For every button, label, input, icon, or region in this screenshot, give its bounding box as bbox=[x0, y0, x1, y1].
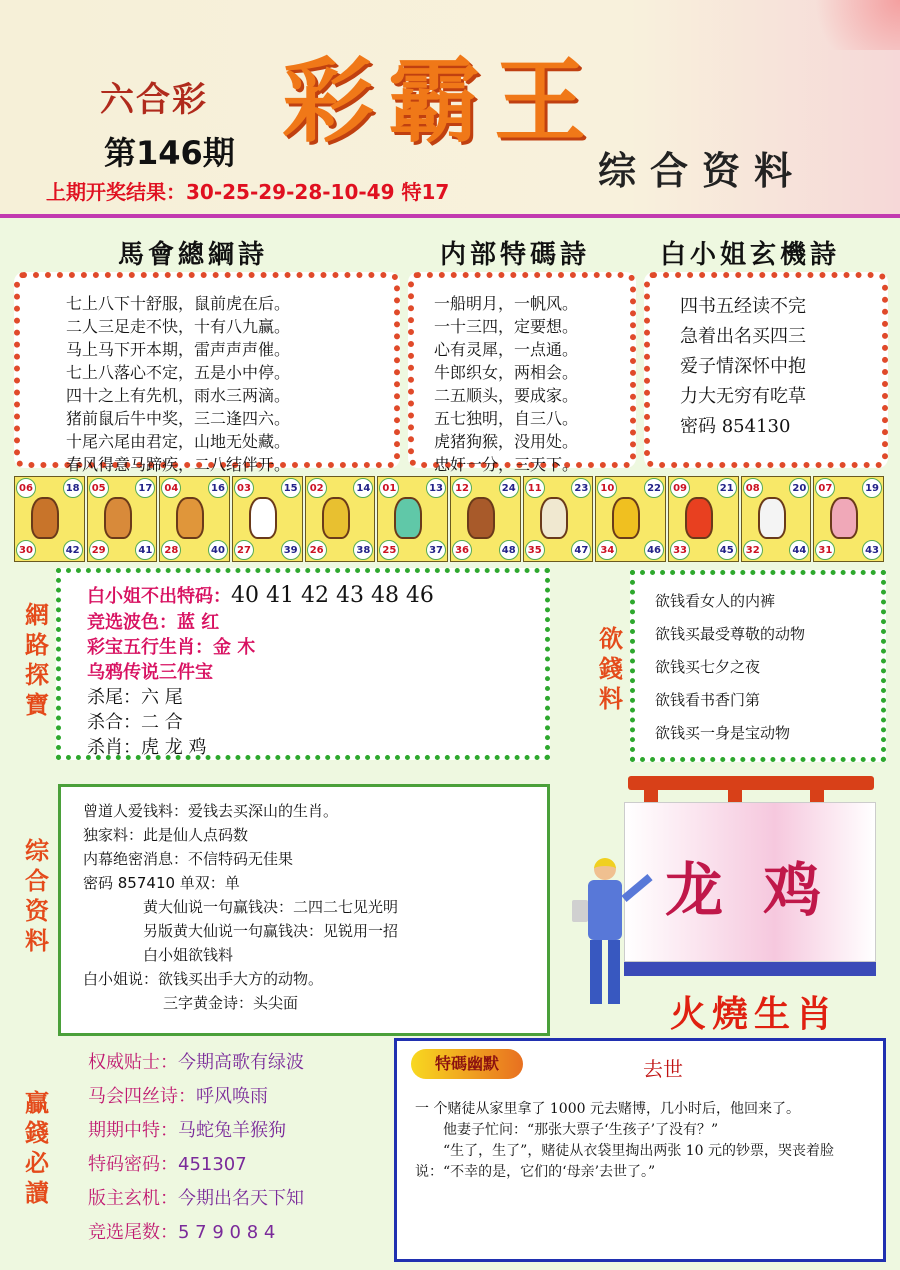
poem2-line: 牛郎织女，两相会。 bbox=[434, 363, 579, 382]
winner-line bbox=[88, 1114, 388, 1148]
zodiac-number: 02 bbox=[307, 478, 327, 498]
zodiac-animal-icon bbox=[176, 497, 204, 539]
comprehensive-line: 黄大仙说一句赢钱决：二四二七见光明 bbox=[143, 898, 399, 916]
zodiac-number: 13 bbox=[426, 478, 446, 498]
zodiac-animal-icon bbox=[249, 497, 277, 539]
zodiac-number: 06 bbox=[16, 478, 36, 498]
poem3-line: 四书五经读不完 bbox=[680, 296, 806, 317]
winner-value: 今期高歌有绿波 bbox=[178, 1052, 304, 1073]
winner-line bbox=[88, 1182, 388, 1216]
money-side-label: 欲錢料 bbox=[599, 624, 623, 713]
zodiac-number: 44 bbox=[789, 540, 809, 560]
winner-key: 期期中特： bbox=[88, 1120, 178, 1141]
zodiac-animal-icon bbox=[540, 497, 568, 539]
zodiac-cell bbox=[741, 476, 812, 562]
zodiac-number: 12 bbox=[452, 478, 472, 498]
winner-value: 呼风唤雨 bbox=[196, 1086, 268, 1107]
winner-key: 特码密码： bbox=[88, 1154, 178, 1175]
poem3-line: 爱子情深怀中抱 bbox=[680, 356, 806, 377]
money-item: 欲钱买一身是宝动物 bbox=[655, 724, 791, 742]
zodiac-animal-icon bbox=[104, 497, 132, 539]
header-divider bbox=[0, 214, 900, 218]
zodiac-cell bbox=[813, 476, 884, 562]
zodiac-number: 36 bbox=[452, 540, 472, 560]
zodiac-number: 18 bbox=[63, 478, 83, 498]
zodiac-number: 28 bbox=[161, 540, 181, 560]
poem1-line: 七上八落心不定，五是小中停。 bbox=[66, 363, 291, 382]
zodiac-cell bbox=[450, 476, 521, 562]
zodiac-number: 29 bbox=[89, 540, 109, 560]
zodiac-number: 31 bbox=[815, 540, 835, 560]
billboard-base bbox=[624, 962, 876, 976]
zodiac-number: 23 bbox=[571, 478, 591, 498]
winner-list bbox=[88, 1046, 388, 1250]
zodiac-number: 47 bbox=[571, 540, 591, 560]
poem2-line: 忠奸一分，三天下。 bbox=[434, 455, 579, 474]
zodiac-number: 40 bbox=[208, 540, 228, 560]
zodiac-cell bbox=[305, 476, 376, 562]
zodiac-number: 22 bbox=[644, 478, 664, 498]
zodiac-animal-icon bbox=[467, 497, 495, 539]
poem1-line: 七上八下十舒服，鼠前虎在后。 bbox=[66, 294, 291, 313]
money-item: 欲钱看女人的内裤 bbox=[655, 592, 776, 610]
zodiac-number: 24 bbox=[499, 478, 519, 498]
last-result: 上期开奖结果：30-25-29-28-10-49 特17 bbox=[46, 180, 450, 204]
zodiac-number: 07 bbox=[815, 478, 835, 498]
zodiac-animal-icon bbox=[394, 497, 422, 539]
zodiac-number: 42 bbox=[63, 540, 83, 560]
zodiac-cell bbox=[14, 476, 85, 562]
kill-tail: 杀尾：六 尾 bbox=[87, 687, 183, 708]
poem1-line: 马上马下开本期，雷声声声催。 bbox=[66, 340, 291, 359]
zodiac-number: 45 bbox=[717, 540, 737, 560]
zodiac-number: 27 bbox=[234, 540, 254, 560]
money-item: 欲钱买七夕之夜 bbox=[655, 658, 761, 676]
poem3-line: 力大无穷有吃草 bbox=[680, 386, 806, 407]
crow-legend: 乌鸦传说三件宝 bbox=[87, 662, 213, 683]
winner-line bbox=[88, 1148, 388, 1182]
comprehensive-line: 独家料：此是仙人点码数 bbox=[83, 826, 249, 844]
brand-subtitle: 六合彩 bbox=[100, 80, 208, 120]
zodiac-animal-icon bbox=[830, 497, 858, 539]
winner-value: 今期出名天下知 bbox=[178, 1188, 304, 1209]
winner-value: 马蛇兔羊猴狗 bbox=[178, 1120, 286, 1141]
joke-title: 去世 bbox=[643, 1057, 683, 1081]
zodiac-number: 38 bbox=[353, 540, 373, 560]
zodiac-cell bbox=[377, 476, 448, 562]
money-item: 欲钱看书香门第 bbox=[655, 691, 761, 709]
poem2-line: 心有灵犀，一点通。 bbox=[434, 340, 579, 359]
zodiac-cell bbox=[232, 476, 303, 562]
zodiac-number: 46 bbox=[644, 540, 664, 560]
kill-zodiac: 杀肖：虎 龙 鸡 bbox=[87, 737, 207, 758]
poem2-line: 一十三四，定要想。 bbox=[434, 317, 579, 336]
zodiac-number: 19 bbox=[862, 478, 882, 498]
zodiac-number: 34 bbox=[597, 540, 617, 560]
zodiac-number: 16 bbox=[208, 478, 228, 498]
poem3-line: 急着出名买四三 bbox=[680, 326, 806, 347]
sub-brand: 综合资料 bbox=[598, 148, 807, 193]
winner-value: 5 7 9 0 8 4 bbox=[178, 1222, 276, 1243]
poem1-line: 二人三足走不快，十有八九赢。 bbox=[66, 317, 291, 336]
zodiac-number: 03 bbox=[234, 478, 254, 498]
wave-color: 竞选波色：蓝 红 bbox=[87, 612, 220, 633]
zodiac-number: 43 bbox=[862, 540, 882, 560]
zodiac-cell bbox=[523, 476, 594, 562]
zodiac-number: 01 bbox=[379, 478, 399, 498]
kill-combo: 杀合：二 合 bbox=[87, 712, 183, 733]
zodiac-number: 04 bbox=[161, 478, 181, 498]
joke-paragraph: 一 个赌徒从家里拿了 1000 元去赌博，几小时后，他回来了。 bbox=[415, 1101, 800, 1117]
winner-key: 版主玄机： bbox=[88, 1188, 178, 1209]
poem2-title: 内部特碼詩 bbox=[440, 240, 591, 270]
issue-number: 第146期 bbox=[104, 134, 235, 172]
winner-value: 451307 bbox=[178, 1154, 247, 1175]
winner-side-label: 贏錢必讀 bbox=[25, 1088, 49, 1207]
zodiac-number: 09 bbox=[670, 478, 690, 498]
winner-key: 马会四丝诗： bbox=[88, 1086, 196, 1107]
zodiac-cell bbox=[595, 476, 666, 562]
comprehensive-panel bbox=[58, 784, 550, 1036]
poem3-line: 密码 854130 bbox=[680, 416, 791, 437]
zodiac-animal-icon bbox=[322, 497, 350, 539]
zodiac-cell bbox=[668, 476, 739, 562]
zodiac-number: 11 bbox=[525, 478, 545, 498]
winner-key: 权威贴士： bbox=[88, 1052, 178, 1073]
network-panel bbox=[56, 568, 550, 760]
poem3-title: 白小姐玄機詩 bbox=[660, 240, 841, 270]
zodiac-number: 48 bbox=[499, 540, 519, 560]
billboard-top-bar bbox=[628, 776, 874, 790]
zodiac-number: 30 bbox=[16, 540, 36, 560]
network-side-label: 網路探寶 bbox=[25, 600, 49, 719]
poem2-line: 一船明月，一帆风。 bbox=[434, 294, 579, 313]
comprehensive-line: 内幕绝密消息：不信特码无佳果 bbox=[83, 850, 294, 868]
zodiac-animal-icon bbox=[612, 497, 640, 539]
comprehensive-line: 曾道人爱钱料：爱钱去买深山的生肖。 bbox=[83, 802, 339, 820]
zodiac-number: 14 bbox=[353, 478, 373, 498]
zodiac-number: 05 bbox=[89, 478, 109, 498]
no-special-label: 白小姐不出特码： bbox=[87, 586, 231, 607]
poem3-panel bbox=[644, 272, 888, 468]
comprehensive-side-label: 综合资料 bbox=[25, 836, 49, 955]
joke-paragraph: 他妻子忙问：“那张大票子‘生孩子’了没有？” bbox=[443, 1122, 719, 1138]
poem1-line: 猪前鼠后牛中奖，三二逢四六。 bbox=[66, 409, 291, 428]
zodiac-number: 32 bbox=[743, 540, 763, 560]
poem2-line: 虎猪狗猴，没用处。 bbox=[434, 432, 579, 451]
joke-badge: 特碼幽默 bbox=[411, 1049, 523, 1079]
five-elements: 彩宝五行生肖：金 木 bbox=[87, 637, 256, 658]
winner-line bbox=[88, 1080, 388, 1114]
comprehensive-line: 三字黄金诗：头尖面 bbox=[163, 994, 299, 1012]
zodiac-number: 35 bbox=[525, 540, 545, 560]
painter-figure bbox=[572, 858, 642, 1018]
zodiac-number: 25 bbox=[379, 540, 399, 560]
zodiac-number: 17 bbox=[135, 478, 155, 498]
zodiac-strip bbox=[14, 476, 886, 562]
comprehensive-line: 密码 857410 单双：单 bbox=[83, 874, 240, 892]
joke-panel bbox=[394, 1038, 886, 1262]
comprehensive-line: 白小姐欲钱料 bbox=[143, 946, 234, 964]
zodiac-number: 39 bbox=[281, 540, 301, 560]
corner-glow bbox=[790, 0, 900, 50]
zodiac-number: 37 bbox=[426, 540, 446, 560]
poem2-line: 五七独明，自三八。 bbox=[434, 409, 579, 428]
money-panel bbox=[630, 570, 886, 762]
money-item: 欲钱买最受尊敬的动物 bbox=[655, 625, 806, 643]
winner-line bbox=[88, 1216, 388, 1250]
billboard bbox=[624, 802, 876, 962]
comprehensive-line: 另版黄大仙说一句赢钱决：见锐用一招 bbox=[143, 922, 399, 940]
zodiac-number: 41 bbox=[135, 540, 155, 560]
poem2-panel bbox=[408, 272, 636, 474]
zodiac-number: 15 bbox=[281, 478, 301, 498]
poem1-title: 馬會總綱詩 bbox=[118, 240, 269, 270]
zodiac-number: 10 bbox=[597, 478, 617, 498]
winner-line bbox=[88, 1046, 388, 1080]
zodiac-cell bbox=[159, 476, 230, 562]
poem2-line: 二五顺头，要成家。 bbox=[434, 386, 579, 405]
no-special-value: 40 41 42 43 48 46 bbox=[231, 583, 434, 608]
poem1-line: 十尾六尾由君定，山地无处藏。 bbox=[66, 432, 291, 451]
poem1-panel bbox=[14, 272, 400, 474]
comprehensive-line: 白小姐说：欲钱买出手大方的动物。 bbox=[83, 970, 324, 988]
zodiac-number: 20 bbox=[789, 478, 809, 498]
brand-title: 彩霸王 bbox=[282, 47, 601, 155]
zodiac-animal-icon bbox=[685, 497, 713, 539]
winner-key: 竞选尾数： bbox=[88, 1222, 178, 1243]
joke-paragraph: “生了，生了”，赌徒从衣袋里掏出两张 10 元的钞票，哭丧着脸说：“不幸的是，它们的‘母亲’去世了。” bbox=[415, 1143, 835, 1180]
zodiac-animal-icon bbox=[31, 497, 59, 539]
zodiac-cell bbox=[87, 476, 158, 562]
zodiac-number: 21 bbox=[717, 478, 737, 498]
poem1-line: 四十之上有先机，雨水三两滴。 bbox=[66, 386, 291, 405]
zodiac-animal-icon bbox=[758, 497, 786, 539]
zodiac-number: 33 bbox=[670, 540, 690, 560]
poem1-line: 春风得意马蹄疾，二八结伴开。 bbox=[66, 455, 291, 474]
zodiac-number: 26 bbox=[307, 540, 327, 560]
billboard-text: 龙 鸡 bbox=[665, 856, 832, 924]
billboard-caption: 火燒生肖 bbox=[670, 993, 839, 1035]
zodiac-number: 08 bbox=[743, 478, 763, 498]
